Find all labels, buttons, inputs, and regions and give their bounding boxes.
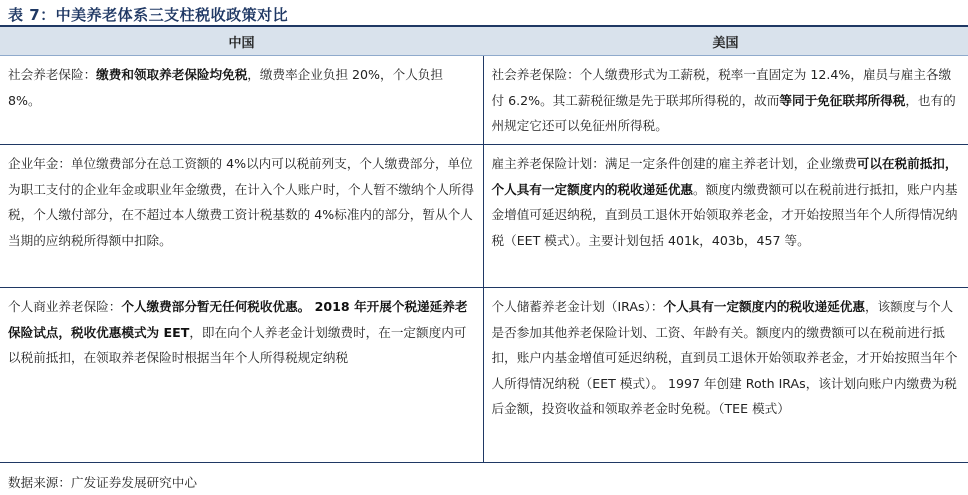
- cell-emphasis: 个人缴费部分暂无任何税收优惠。 2018 年开展个税递延养老保险试点，税收优惠模式为 EET: [8, 299, 468, 340]
- cell-text: ，缴费率企业负担 20%，个人负担 8%。: [8, 67, 443, 108]
- table-row-personal-pension: [0, 288, 968, 463]
- cell-emphasis: 个人具有一定额度内的税收递延优惠: [663, 299, 865, 314]
- cell-text: 社会养老保险：: [8, 67, 97, 82]
- header-china: 中国: [0, 27, 483, 56]
- cell-text: 雇主养老保险计划：满足一定条件创建的雇主养老计划，企业缴费: [491, 156, 857, 171]
- cell-text: 社会养老保险：个人缴费形式为工薪税，税率一直固定为 12.4%，雇员与雇主各缴付 6.2%。其工薪税征缴是先于联邦所得税的，故而: [491, 67, 952, 108]
- cell-usa-employer-plan: [483, 145, 968, 288]
- cell-emphasis: 缴费和领取养老保险均免税: [96, 67, 248, 82]
- cell-text: ，即在向个人养老金计划缴费时，在一定额度内可以税前抵扣，在领取养老保险时根据当年个人所得税规定纳税: [8, 324, 467, 366]
- comparison-table: [0, 27, 968, 463]
- cell-text: 个人储蓄养老金计划（IRAs）：: [491, 299, 664, 314]
- cell-text: 企业年金：单位缴费部分在总工资额的 4%以内可以税前列支，个人缴费部分，单位为职工支付的企业年金或职业年金缴费，在计入个人账户时，个人暂不缴纳个人所得税，个人缴付部分，在不超过本人缴费工资计税基数的 4%标准内的部分，暂从个人当期的应纳税所得额中扣除。: [8, 156, 474, 248]
- cell-text: 。额度内缴费额可以在税前进行抵扣，账户内基金增值可延迟纳税，直到员工退休开始领取养老金，才开始按照当年个人所得情况纳税（EET 模式）。主要计划包括 401k，403b，457 等。: [491, 181, 958, 248]
- table-title: 表 7：中美养老体系三支柱税收政策对比: [8, 6, 289, 24]
- cell-china-social-insurance: [0, 56, 483, 145]
- data-source-note: 数据来源：广发证券发展研究中心: [8, 475, 197, 490]
- cell-emphasis: 可以在税前抵扣，个人具有一定额度内的税收递延优惠: [491, 156, 958, 197]
- cell-china-enterprise-annuity: [0, 145, 483, 288]
- cell-text: 个人商业养老保险：: [8, 299, 122, 314]
- header-usa: 美国: [483, 27, 968, 56]
- table-row-social-insurance: [0, 56, 968, 145]
- cell-text: ，该额度与个人是否参加其他养老保险计划、工资、年龄有关。额度内的缴费额可以在税前进行抵扣，账户内基金增值可延迟纳税，直到员工退休开始领取养老金，才开始按照当年个人所得情况纳税（EET 模式）。 1997 年创建 Roth IRAs，该计划向账户内缴费为税后金额，投资收益和领取养老金时免税。（TEE 模式）: [491, 299, 958, 417]
- cell-emphasis: 等同于免征联邦所得税: [779, 92, 906, 108]
- cell-china-personal-pension: [0, 288, 483, 463]
- cell-text: ，也有的州规定它还可以免征州所得税。: [491, 92, 956, 134]
- table-row-enterprise-annuity: [0, 145, 968, 288]
- table-header-row: [0, 27, 968, 56]
- cell-usa-iras: [483, 288, 968, 463]
- cell-usa-social-insurance: [483, 56, 968, 145]
